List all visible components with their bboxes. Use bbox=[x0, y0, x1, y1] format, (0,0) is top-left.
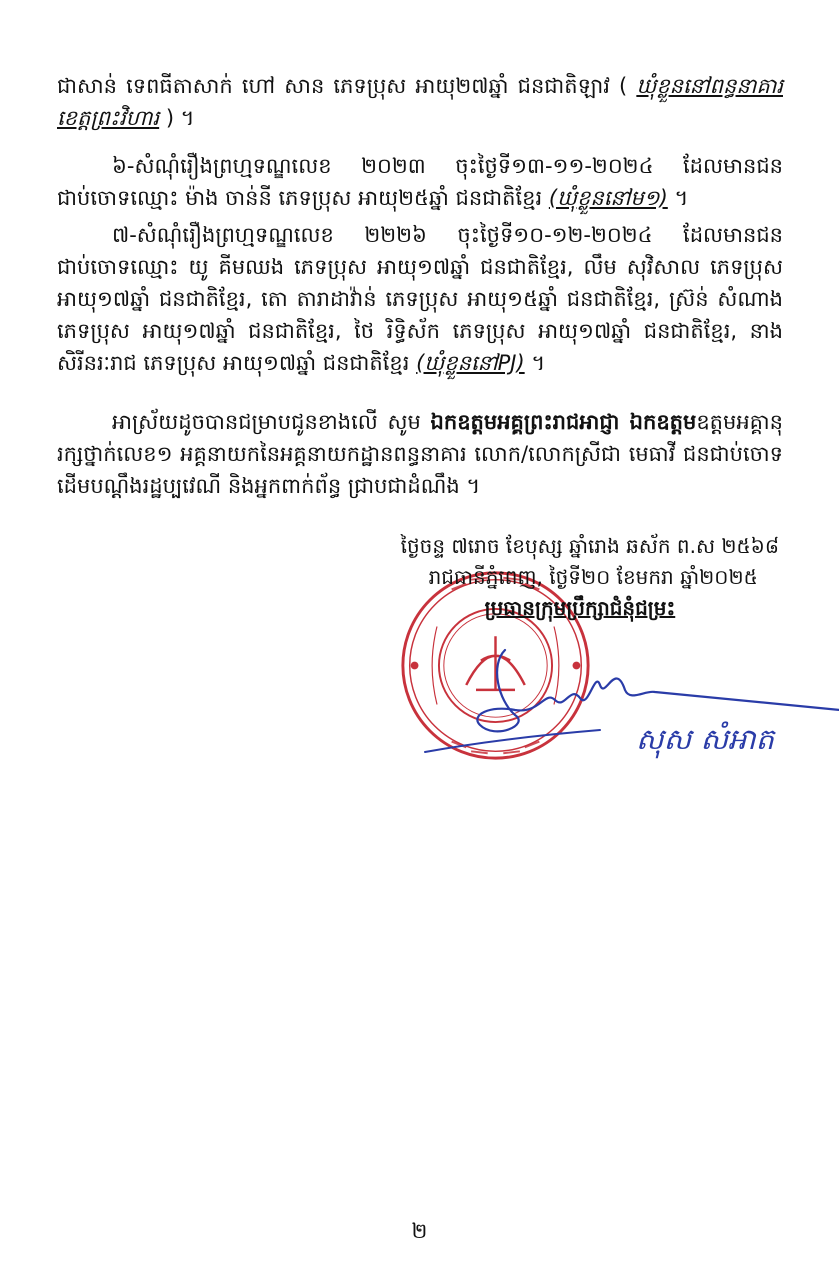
paragraph-text: អាស្រ័យដូចបានជម្រាបជូនខាងលើ សូម bbox=[112, 410, 431, 434]
detention-note: (ឃុំខ្លួននៅPJ) bbox=[416, 351, 525, 375]
handwritten-signature-icon bbox=[420, 630, 839, 760]
place-and-date: រាជធានីភ្នំពេញ, ថ្ងៃទី២០ ខែមករា ឆ្នាំ២០២៥ bbox=[428, 565, 758, 589]
paragraph-text: ជាសាន់ ទេពធីតាសាក់ ហៅ សាន ភេទប្រុស អាយុ២៧ឆ្នាំ ជនជាតិឡាវ ( bbox=[57, 74, 637, 98]
signature-block bbox=[401, 531, 779, 624]
detention-note: ឃុំខ្លួននៅពន្ធនាគារខេត្តព្រះវិហារ bbox=[57, 74, 783, 130]
paragraph-text: ) ។ bbox=[159, 106, 195, 130]
signer-name: សុស សំអាត bbox=[636, 722, 775, 756]
lunar-date: ថ្ងៃចន្ទ ៧រោច ខែបុស្ស ឆ្នាំរោង ឆស័ក ព.ស ២៥៦៨ bbox=[400, 534, 779, 558]
signer-title: ប្រធានក្រុមប្រឹក្សាជំនុំជម្រះ bbox=[484, 596, 676, 620]
page-number: ២ bbox=[411, 1219, 428, 1243]
paragraph-text: ឧត្តមអគ្គានុរក្សថ្នាក់លេខ១ អគ្គនាយកនៃអគ្គនាយកដ្ឋានពន្ធនាគារ លោក/លោកស្រីជា មេធាវី ជនជាប់ចោទ ដើមបណ្តឹងរដ្ឋប្បវេណី និងអ្នកពាក់ព័ន្ធ ជ្រាបជាដំណឹង ។ bbox=[57, 410, 783, 498]
paragraph-text: ៦-សំណុំរឿងព្រហ្មទណ្ឌលេខ ២០២៣ ចុះថ្ងៃទី១៣-១១-២០២៤ ដែលមានជនជាប់ចោទឈ្មោះ ម៉ាង ចាន់នី ភេទប្រុស អាយុ២៥ឆ្នាំ ជនជាតិខ្មែរ bbox=[57, 154, 783, 210]
paragraph-case-6 bbox=[57, 150, 783, 214]
paragraph-continuation bbox=[57, 70, 783, 134]
paragraph-text: ។ bbox=[667, 186, 689, 210]
paragraph-closing bbox=[57, 406, 783, 502]
detention-note: (ឃុំខ្លួននៅម១) bbox=[548, 186, 668, 210]
addressee-text: ឯកឧត្តមអគ្គព្រះរាជអាជ្ញា ឯកឧត្តម bbox=[430, 410, 697, 434]
paragraph-case-7 bbox=[57, 219, 783, 379]
paragraph-text: ៧-សំណុំរឿងព្រហ្មទណ្ឌលេខ ២២២៦ ចុះថ្ងៃទី១០-១២-២០២៤ ដែលមានជនជាប់ចោទឈ្មោះ យូ គីមឈង ភេទប្រុស អាយុ១៧ឆ្នាំ ជនជាតិខ្មែរ, លឹម សុវិសាល ភេទប្រុស អាយុ១៧ឆ្នាំ ជនជាតិខ្មែរ, តោ តារាដាវ៉ាន់ ភេទប្រុស អាយុ១៥ឆ្នាំ ជនជាតិខ្មែរ, ស្រ៊ន់ សំណាង ភេទប្រុស អាយុ១៧ឆ្នាំ ជនជាតិខ្មែរ, ថៃ រិទ្ធិស័ក ភេទប្រុស អាយុ១៧ឆ្នាំ ជនជាតិខ្មែរ, នាង សិរីនរៈរាជ ភេទប្រុស អាយុ១៧ឆ្នាំ ជនជាតិខ្មែរ bbox=[57, 223, 783, 375]
paragraph-text: ។ bbox=[524, 351, 546, 375]
